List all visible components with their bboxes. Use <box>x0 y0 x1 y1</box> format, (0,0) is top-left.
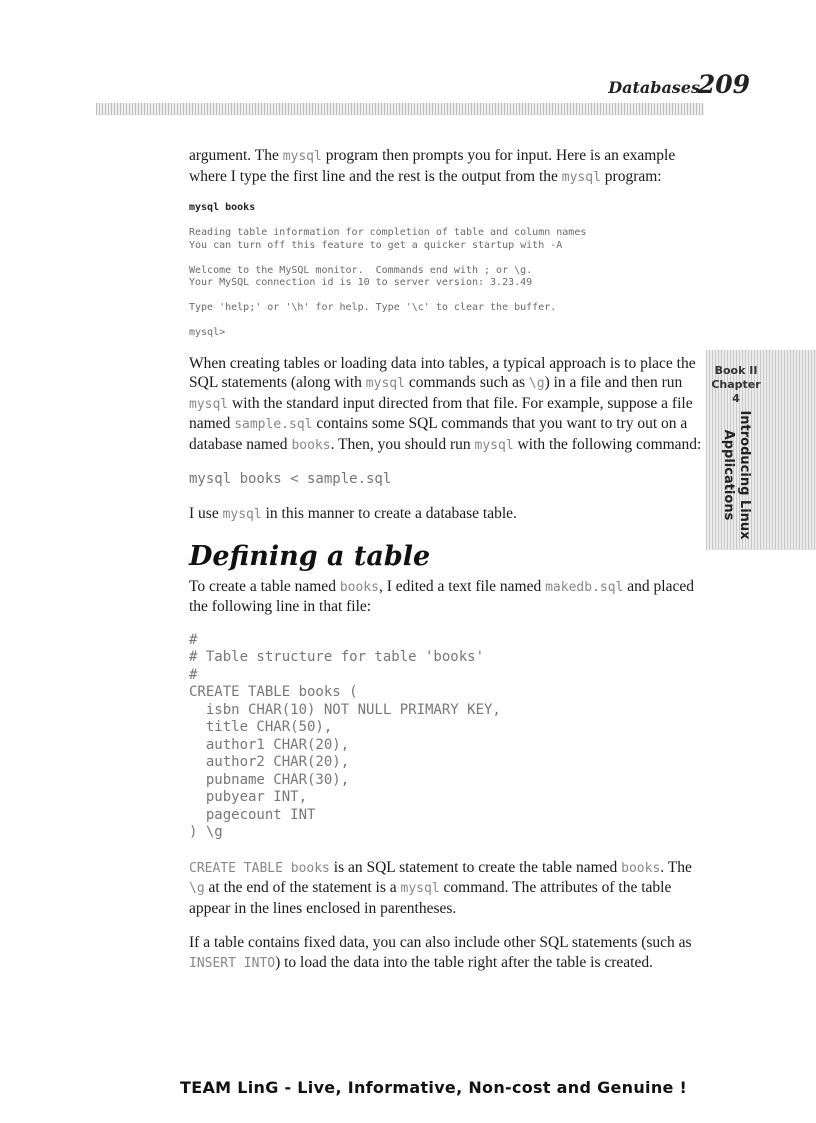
paragraph-insert <box>189 933 709 973</box>
text: and placed the following line in that file: <box>189 577 694 615</box>
paragraph-explain <box>189 858 709 919</box>
text: argument. The <box>189 147 283 164</box>
text: program then prompts you for input. Here is an example where I type the first line and the rest is the output from the <box>189 147 676 185</box>
inline-code: INSERT INTO <box>189 955 276 971</box>
paragraph-intro <box>189 146 709 187</box>
text: ) in a file and then run <box>544 374 683 391</box>
running-head-title: Databases <box>608 78 700 97</box>
text: in this manner to create a database table. <box>261 505 517 522</box>
inline-code: \g <box>528 376 545 391</box>
inline-code: mysql <box>282 149 322 164</box>
inline-code: mysql <box>189 396 229 412</box>
paragraph-approach <box>189 354 709 456</box>
footer-watermark: TEAM LinG - Live, Informative, Non-cost and Genuine ! <box>180 1078 688 1097</box>
text: I use <box>189 505 223 522</box>
inline-code: CREATE TABLE books <box>189 860 330 876</box>
inline-code: \g <box>189 881 205 896</box>
thumb-vertical-label <box>714 410 758 540</box>
terminal-session <box>189 202 709 340</box>
inline-code: books <box>291 437 331 453</box>
running-header <box>0 0 816 118</box>
text: . Then, you should run <box>330 435 475 453</box>
inline-code: mysql <box>400 881 440 896</box>
paragraph-usage <box>189 504 709 525</box>
inline-code: mysql <box>474 437 514 453</box>
inline-code: makedb.sql <box>545 579 624 595</box>
command-example: mysql books < sample.sql <box>189 471 392 487</box>
text: command. The attributes of the table appear in the lines enclosed in parentheses. <box>189 879 672 917</box>
chapter-thumb-tab <box>706 350 816 550</box>
text: with the standard input directed from that file. For example, suppose a file named <box>189 394 693 432</box>
text: To create a table named <box>189 577 340 595</box>
terminal-command: mysql books <box>189 202 256 213</box>
inline-code: mysql <box>561 169 601 185</box>
thumb-title-line-1: Introducing Linux <box>737 410 752 540</box>
page-body <box>189 146 709 988</box>
text: at the end of the statement is a <box>204 879 401 896</box>
thumb-title-line-2: Applications <box>721 429 736 521</box>
thumb-book-label <box>706 364 766 406</box>
sql-code-listing: # # Table structure for table 'books' # CREATE TABLE books ( isbn CHAR(10) NOT NULL PRIMARY KEY, title CHAR(50), author1 CHAR(20), author2 CHAR(20), pubname CHAR(30), pubyear INT, pagecount INT ) \g <box>189 631 501 840</box>
inline-code: mysql <box>222 507 262 522</box>
text: contains some SQL commands that you want to try out on a database named <box>189 415 688 453</box>
inline-code: books <box>339 579 379 595</box>
text: ) to load the data into the table right after the table is created. <box>275 953 653 971</box>
inline-code: books <box>621 860 661 876</box>
text: commands such as <box>404 374 529 391</box>
paragraph-define <box>189 577 709 617</box>
text: is an SQL statement to create the table named <box>329 858 622 876</box>
text: . The <box>660 858 692 876</box>
text: If a table contains fixed data, you can also include other SQL statements (such as <box>189 934 692 951</box>
text: When creating tables or loading data into tables, a typical approach is to place the SQL statements (along with <box>189 354 696 391</box>
text: , I edited a text file named <box>378 577 546 595</box>
page-number: 209 <box>697 70 750 99</box>
inline-code: mysql <box>365 376 405 391</box>
thumb-chapter-title <box>720 410 752 539</box>
inline-code: sample.sql <box>234 417 313 432</box>
header-rule <box>96 103 704 115</box>
text: with the following command: <box>513 435 702 453</box>
text: program: <box>600 167 662 185</box>
thumb-book: Book II <box>714 364 758 377</box>
thumb-chapter: Chapter 4 <box>711 378 761 405</box>
terminal-output: Reading table information for completion of table and column names You can turn off this feature to get a quicker startup with -A Welcome to the MySQL monitor. Commands end with ; or \g. Your MySQL connection id is 10 to server version: 3.23.49 Type 'help;' or '\h' for help. Type '\c' to clear the buffer. mysql> <box>189 227 587 338</box>
section-heading: Defining a table <box>189 540 431 572</box>
